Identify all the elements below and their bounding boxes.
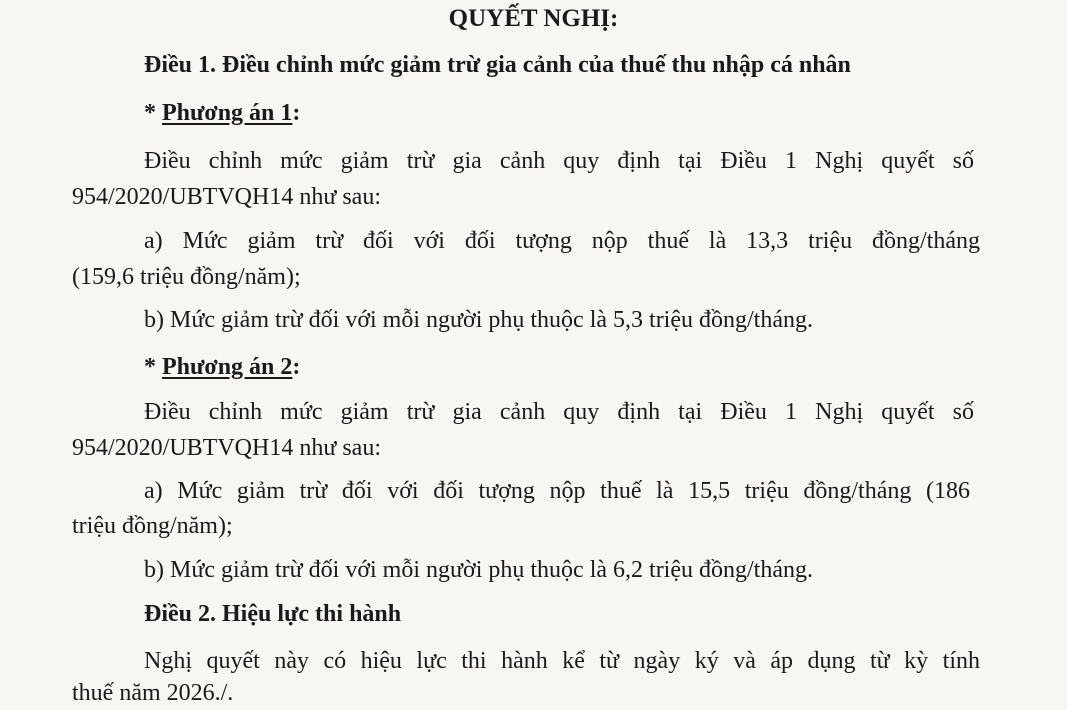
option-2-label: Phương án 2 <box>162 354 293 380</box>
option-2-item-a-line-2: triệu đồng/năm); <box>72 513 233 539</box>
article-2-body-line-2: thuế năm 2026./. <box>72 680 234 706</box>
option-1-colon: : <box>292 100 301 126</box>
option-1-item-b: b) Mức giảm trừ đối với mỗi người phụ thuộc là 5,3 triệu đồng/tháng. <box>144 307 813 333</box>
article-2-body-line-1: Nghị quyết này có hiệu lực thi hành kể từ ngày ký và áp dụng từ kỳ tính <box>144 648 980 674</box>
option-2-intro-line-1: Điều chỉnh mức giảm trừ gia cảnh quy định tại Điều 1 Nghị quyết số <box>144 399 974 425</box>
resolution-title: QUYẾT NGHỊ: <box>448 5 619 32</box>
option-1-item-a-line-1: a) Mức giảm trừ đối với đối tượng nộp thuế là 13,3 triệu đồng/tháng <box>144 228 980 254</box>
option-2-colon: : <box>292 354 301 380</box>
option-2-item-b: b) Mức giảm trừ đối với mỗi người phụ thuộc là 6,2 triệu đồng/tháng. <box>144 557 813 583</box>
option-1-intro-line-2: 954/2020/UBTVQH14 như sau: <box>72 184 381 210</box>
article-2-heading: Điều 2. Hiệu lực thi hành <box>144 601 402 627</box>
option-1-label: Phương án 1 <box>162 100 293 126</box>
option-2-intro-line-2: 954/2020/UBTVQH14 như sau: <box>72 435 381 461</box>
option-1-item-a-line-2: (159,6 triệu đồng/năm); <box>72 264 301 290</box>
article-1-heading: Điều 1. Điều chỉnh mức giảm trừ gia cảnh của thuế thu nhập cá nhân <box>144 52 851 78</box>
option-1-marker: * <box>144 100 162 126</box>
option-1-heading <box>144 98 300 128</box>
option-2-item-a-line-1: a) Mức giảm trừ đối với đối tượng nộp thuế là 15,5 triệu đồng/tháng (186 <box>144 478 970 504</box>
option-1-intro-line-1: Điều chỉnh mức giảm trừ gia cảnh quy định tại Điều 1 Nghị quyết số <box>144 148 974 174</box>
option-2-marker: * <box>144 354 162 380</box>
option-2-heading <box>144 352 300 382</box>
